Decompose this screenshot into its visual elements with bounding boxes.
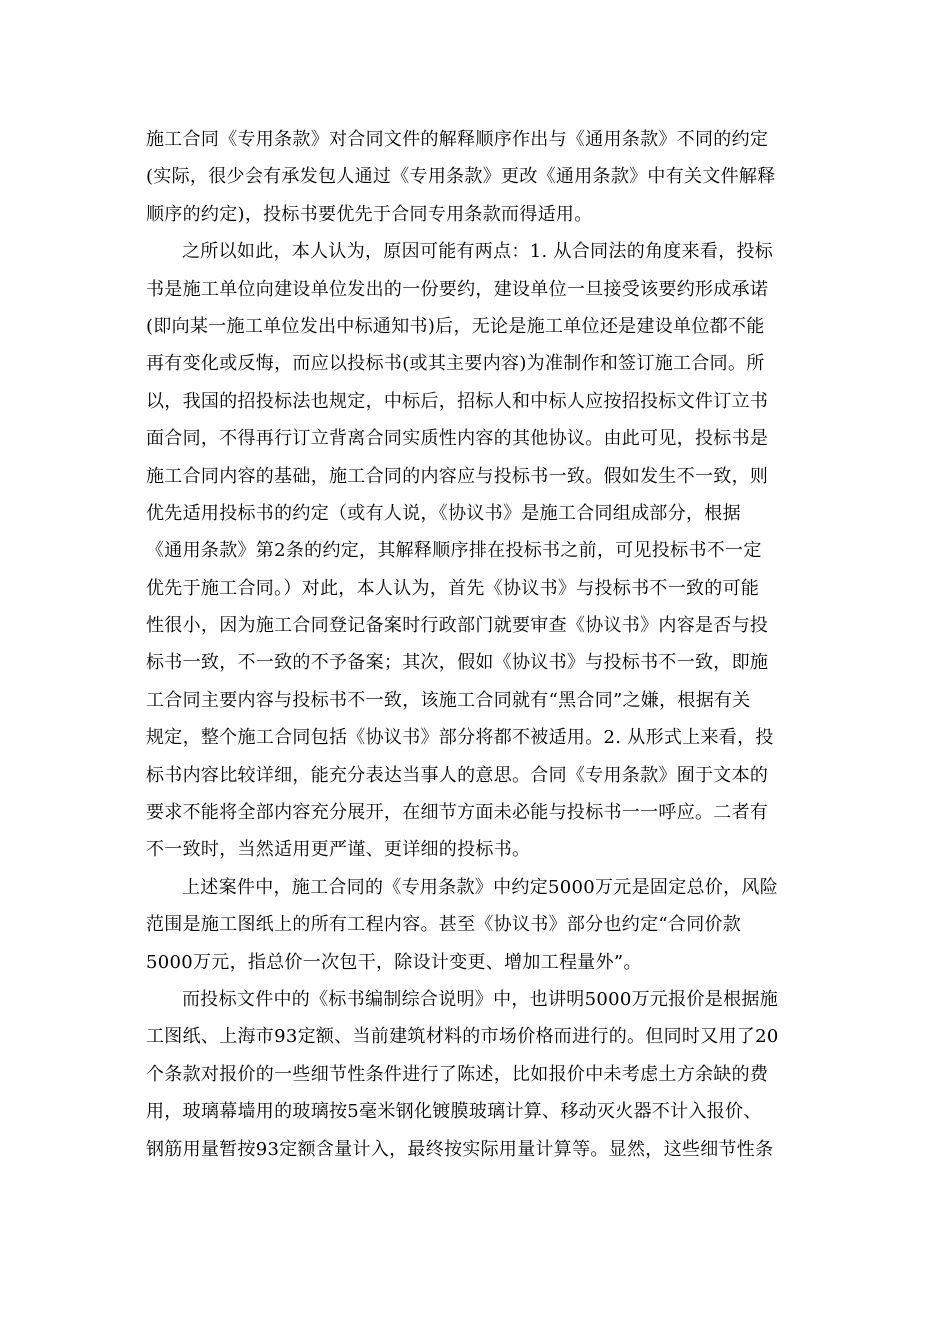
text-line: 书是施工单位向建设单位发出的一份要约，建设单位一旦接受该要约形成承诺 <box>146 278 769 300</box>
text-line: 《通用条款》第2条的约定，其解释顺序排在投标书之前，可见投标书不一定 <box>146 540 762 562</box>
text-line: (实际，很少会有承发包人通过《专用条款》更改《通用条款》中有关文件解释 <box>146 166 776 188</box>
text-line: 性很小，因为施工合同登记备案时行政部门就要审查《协议书》内容是否与投 <box>146 615 769 637</box>
text-line: (即向某一施工单位发出中标通知书)后，无论是施工单位还是建设单位都不能 <box>146 315 765 337</box>
text-line: 优先于施工合同。）对此，本人认为，首先《协议书》与投标书不一致的可能 <box>146 577 760 599</box>
paragraph-3 <box>146 869 806 981</box>
document-body <box>146 121 806 1168</box>
text-line: 之所以如此，本人认为，原因可能有两点：1. 从合同法的角度来看，投标 <box>182 241 774 263</box>
text-line: 要求不能将全部内容充分展开，在细节方面未必能与投标书一一呼应。二者有 <box>146 802 769 824</box>
text-line: 面合同，不得再行订立背离合同实质性内容的其他协议。由此可见，投标书是 <box>146 428 769 450</box>
paragraph-2 <box>146 233 806 869</box>
text-line: 用，玻璃幕墙用的玻璃按5毫米钢化镀膜玻璃计算、移动灭火器不计入报价、 <box>146 1101 762 1123</box>
text-line: 个条款对报价的一些细节性条件进行了陈述，比如报价中未考虑土方余缺的费 <box>146 1063 769 1085</box>
text-line: 工合同主要内容与投标书不一致，该施工合同就有“黑合同”之嫌，根据有关 <box>146 689 751 711</box>
text-line: 标书一致，不一致的不予备案；其次，假如《协议书》与投标书不一致，即施 <box>146 652 769 674</box>
text-line: 而投标文件中的《标书编制综合说明》中，也讲明5000万元报价是根据施 <box>182 988 779 1010</box>
text-line: 再有变化或反悔，而应以投标书(或其主要内容)为准制作和签订施工合同。所 <box>146 353 765 375</box>
text-line: 不一致时，当然适用更严谨、更详细的投标书。 <box>146 839 531 861</box>
text-line: 顺序的约定)，投标书要优先于合同专用条款而得适用。 <box>146 203 593 225</box>
text-line: 以，我国的招投标法也规定，中标后，招标人和中标人应按招投标文件订立书 <box>146 390 769 412</box>
text-line: 优先适用投标书的约定（或有人说，《协议书》是施工合同组成部分，根据 <box>146 502 741 524</box>
text-line: 规定，整个施工合同包括《协议书》部分将都不被适用。2. 从形式上来看，投 <box>146 727 774 749</box>
text-line: 施工合同《专用条款》对合同文件的解释顺序作出与《通用条款》不同的约定 <box>146 129 769 150</box>
text-line: 钢筋用量暂按93定额含量计入，最终按实际用量计算等。显然，这些细节性条 <box>146 1138 774 1160</box>
text-line: 工图纸、上海市93定额、当前建筑材料的市场价格而进行的。但同时又用了20 <box>146 1026 779 1048</box>
text-line: 上述案件中，施工合同的《专用条款》中约定5000万元是固定总价，风险 <box>182 876 779 898</box>
text-line: 标书内容比较详细，能充分表达当事人的意思。合同《专用条款》囿于文本的 <box>146 764 769 786</box>
paragraph-1 <box>146 121 806 233</box>
text-line: 施工合同内容的基础，施工合同的内容应与投标书一致。假如发生不一致，则 <box>146 465 769 487</box>
text-line: 5000万元，指总价一次包干，除设计变更、增加工程量外”。 <box>146 951 642 973</box>
paragraph-4 <box>146 981 806 1168</box>
text-line: 范围是施工图纸上的所有工程内容。甚至《协议书》部分也约定“合同价款 <box>146 914 742 936</box>
